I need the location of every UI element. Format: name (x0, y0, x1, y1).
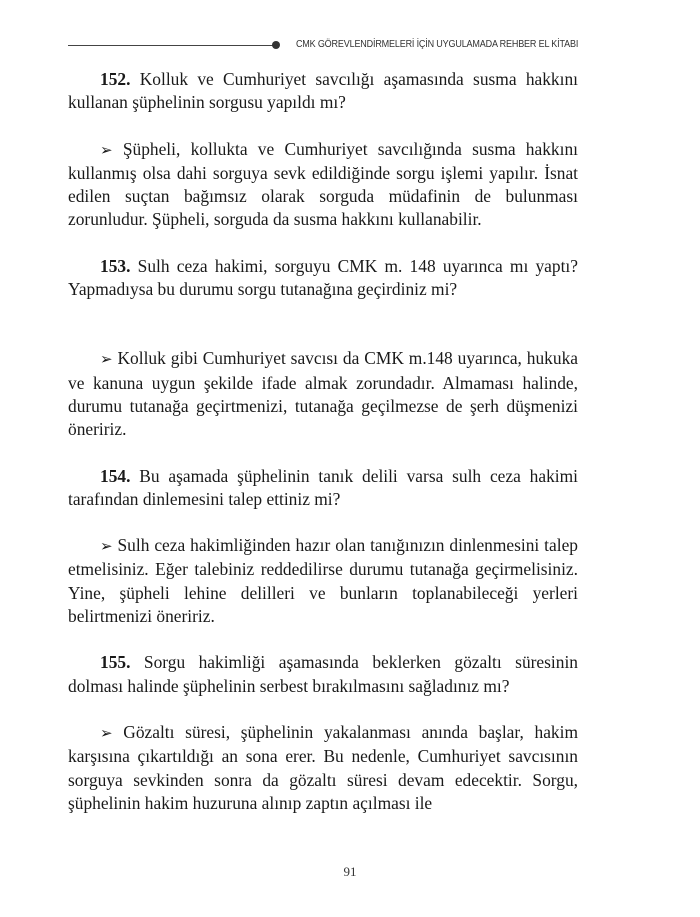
header-rule (68, 45, 274, 46)
question-number: 153. (100, 255, 131, 276)
question-number: 154. (100, 465, 131, 486)
answer-text: Kolluk gibi Cumhuriyet savcısı da CMK m.148 uyarınca, hukuka ve kanuna uygun şekilde ifade almak zorundadır. Almaması halinde, durumu tutanağa geçirtmenizi, tutanağa geçilmezse de şerh düşmenizi öneririz. (68, 348, 578, 440)
page-number: 91 (343, 864, 357, 879)
answer-154 (68, 534, 578, 628)
arrow-bullet-icon: ➢ (100, 723, 113, 742)
question-153 (68, 255, 578, 302)
arrow-bullet-icon: ➢ (100, 140, 113, 159)
answer-text: Sulh ceza hakimliğinden hazır olan tanığınızın dinlenmesini talep etmelisiniz. Eğer talebiniz reddedilirse durumu tutanağa geçirmelisiniz. Yine, şüpheli lehine delilleri ve bunların toplanabileceği yerleri belirtmenizi öneririz. (68, 535, 578, 627)
answer-152 (68, 138, 578, 232)
question-text: Bu aşamada şüphelinin tanık delili varsa sulh ceza hakimi tarafından dinlemesini talep ettiniz mi? (68, 465, 578, 509)
arrow-bullet-icon: ➢ (100, 537, 113, 556)
running-header (68, 36, 578, 56)
answer-153 (68, 347, 578, 441)
page-body (68, 68, 578, 815)
question-number: 152. (100, 69, 131, 89)
header-title: CMK GÖREVLENDİRMELERİ İÇİN UYGULAMADA REHBER EL KİTABI (295, 38, 578, 50)
question-number: 155. (100, 652, 131, 673)
arrow-bullet-icon: ➢ (100, 350, 113, 369)
question-154 (68, 465, 578, 512)
question-text: Sulh ceza hakimi, sorguyu CMK m. 148 uyarınca mı yaptı? Yapmadıysa bu durumu sorgu tutanağına geçirdiniz mi? (68, 255, 578, 300)
answer-text: Şüpheli, kollukta ve Cumhuriyet savcılığında susma hakkını kullanmış olsa dahi sorguya sevk edildiğinde sorgu işlemi yapılır. İsnat edilen suçtan bağımsız olarak sorguda müdafinin de bulunması zorunludur. Şüpheli, sorguda da susma hakkını kullanabilir. (68, 138, 578, 230)
header-dot-icon (272, 41, 280, 49)
answer-text: Gözaltı süresi, şüphelinin yakalanması anında başlar, hakim karşısına çıkartıldığı an sona erer. Bu nedenle, Cumhuriyet savcısının sorguya sevkinden sonra da gözaltı süresi devam edecektir. Sorgu, şüphelinin hakim huzuruna alınıp zaptın açılması ile (68, 721, 578, 813)
question-text: Kolluk ve Cumhuriyet savcılığı aşamasında susma hakkını kullanan şüphelinin sorgusu yapıldı mı? (68, 69, 578, 113)
question-152 (68, 68, 578, 115)
question-155 (68, 651, 578, 698)
answer-155 (68, 721, 578, 815)
question-text: Sorgu hakimliği aşamasında beklerken gözaltı süresinin dolması halinde şüphelinin serbest bırakılmasını sağladınız mı? (68, 652, 578, 696)
